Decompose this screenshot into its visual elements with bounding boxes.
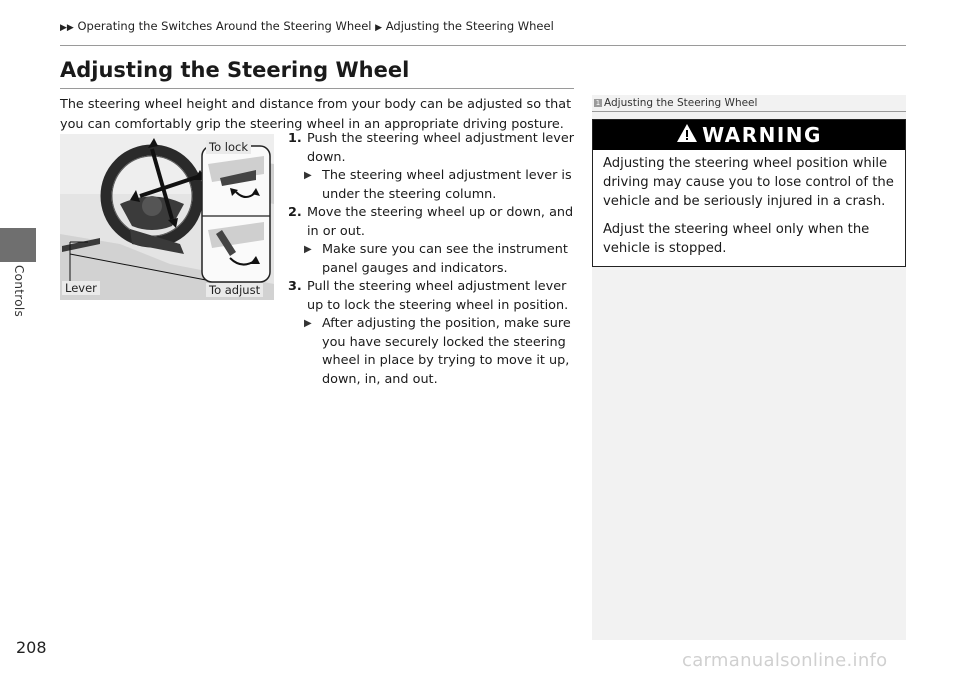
note-divider [592, 111, 906, 112]
step-sub-note [288, 315, 578, 389]
figure-label-lever: Lever [62, 281, 100, 295]
step-text: Push the steering wheel adjustment lever down. [307, 131, 574, 165]
breadcrumb-current: Adjusting the Steering Wheel [385, 19, 554, 33]
step-text: Move the steering wheel up or down, and in or out. [307, 205, 574, 239]
sub-arrow-icon: ▶ [304, 318, 312, 329]
page-title: Adjusting the Steering Wheel [60, 58, 410, 82]
note-heading [594, 97, 757, 109]
step-number: 2. [288, 205, 302, 220]
step-1 [288, 130, 578, 204]
step-sub-text: After adjusting the position, make sure you have securely locked the steering wheel in place by trying to move it up, down, in, and out. [322, 316, 571, 387]
figure-label-to-lock: To lock [206, 140, 251, 154]
procedure-steps [288, 130, 578, 389]
breadcrumb-parent-link[interactable]: Operating the Switches Around the Steering Wheel [77, 19, 372, 33]
warning-word: WARNING [702, 123, 822, 147]
step-number: 1. [288, 131, 302, 146]
step-2 [288, 204, 578, 278]
warning-triangle-icon [676, 123, 698, 147]
warning-box [592, 119, 906, 267]
breadcrumb [60, 19, 554, 33]
note-heading-text: Adjusting the Steering Wheel [604, 97, 758, 109]
notes-column [592, 95, 906, 640]
header-divider [60, 45, 906, 46]
title-divider [60, 88, 574, 89]
sub-arrow-icon: ▶ [304, 170, 312, 181]
breadcrumb-arrow-icon: ▶▶ [60, 23, 74, 33]
steering-wheel-drawing [60, 134, 274, 300]
section-tab-label: Controls [12, 265, 26, 318]
step-sub-text: The steering wheel adjustment lever is under the steering column. [322, 168, 572, 202]
step-sub-note [288, 167, 578, 204]
step-number: 3. [288, 279, 302, 294]
breadcrumb-arrow-icon: ▶ [375, 23, 383, 33]
figure-label-to-adjust: To adjust [206, 283, 263, 297]
warning-banner [593, 120, 905, 150]
step-3 [288, 278, 578, 389]
step-sub-note [288, 241, 578, 278]
watermark: carmanualsonline.info [682, 650, 888, 671]
step-sub-text: Make sure you can see the instrument panel gauges and indicators. [322, 242, 568, 276]
intro-paragraph: The steering wheel height and distance from your body can be adjusted so that you can comfortably grip the steering wheel in an appropriate driving posture. [60, 97, 572, 132]
step-text: Pull the steering wheel adjustment lever up to lock the steering wheel in position. [307, 279, 569, 313]
note-marker-icon: 1 [595, 99, 601, 107]
warning-instruction: Adjust the steering wheel only when the vehicle is stopped. [603, 222, 870, 256]
warning-text: Adjusting the steering wheel position while driving may cause you to lose control of the vehicle and be seriously injured in a crash. [603, 156, 894, 209]
steering-wheel-illustration [60, 134, 274, 300]
sub-arrow-icon: ▶ [304, 244, 312, 255]
section-tab-marker [0, 228, 36, 262]
page-number: 208 [16, 638, 47, 657]
